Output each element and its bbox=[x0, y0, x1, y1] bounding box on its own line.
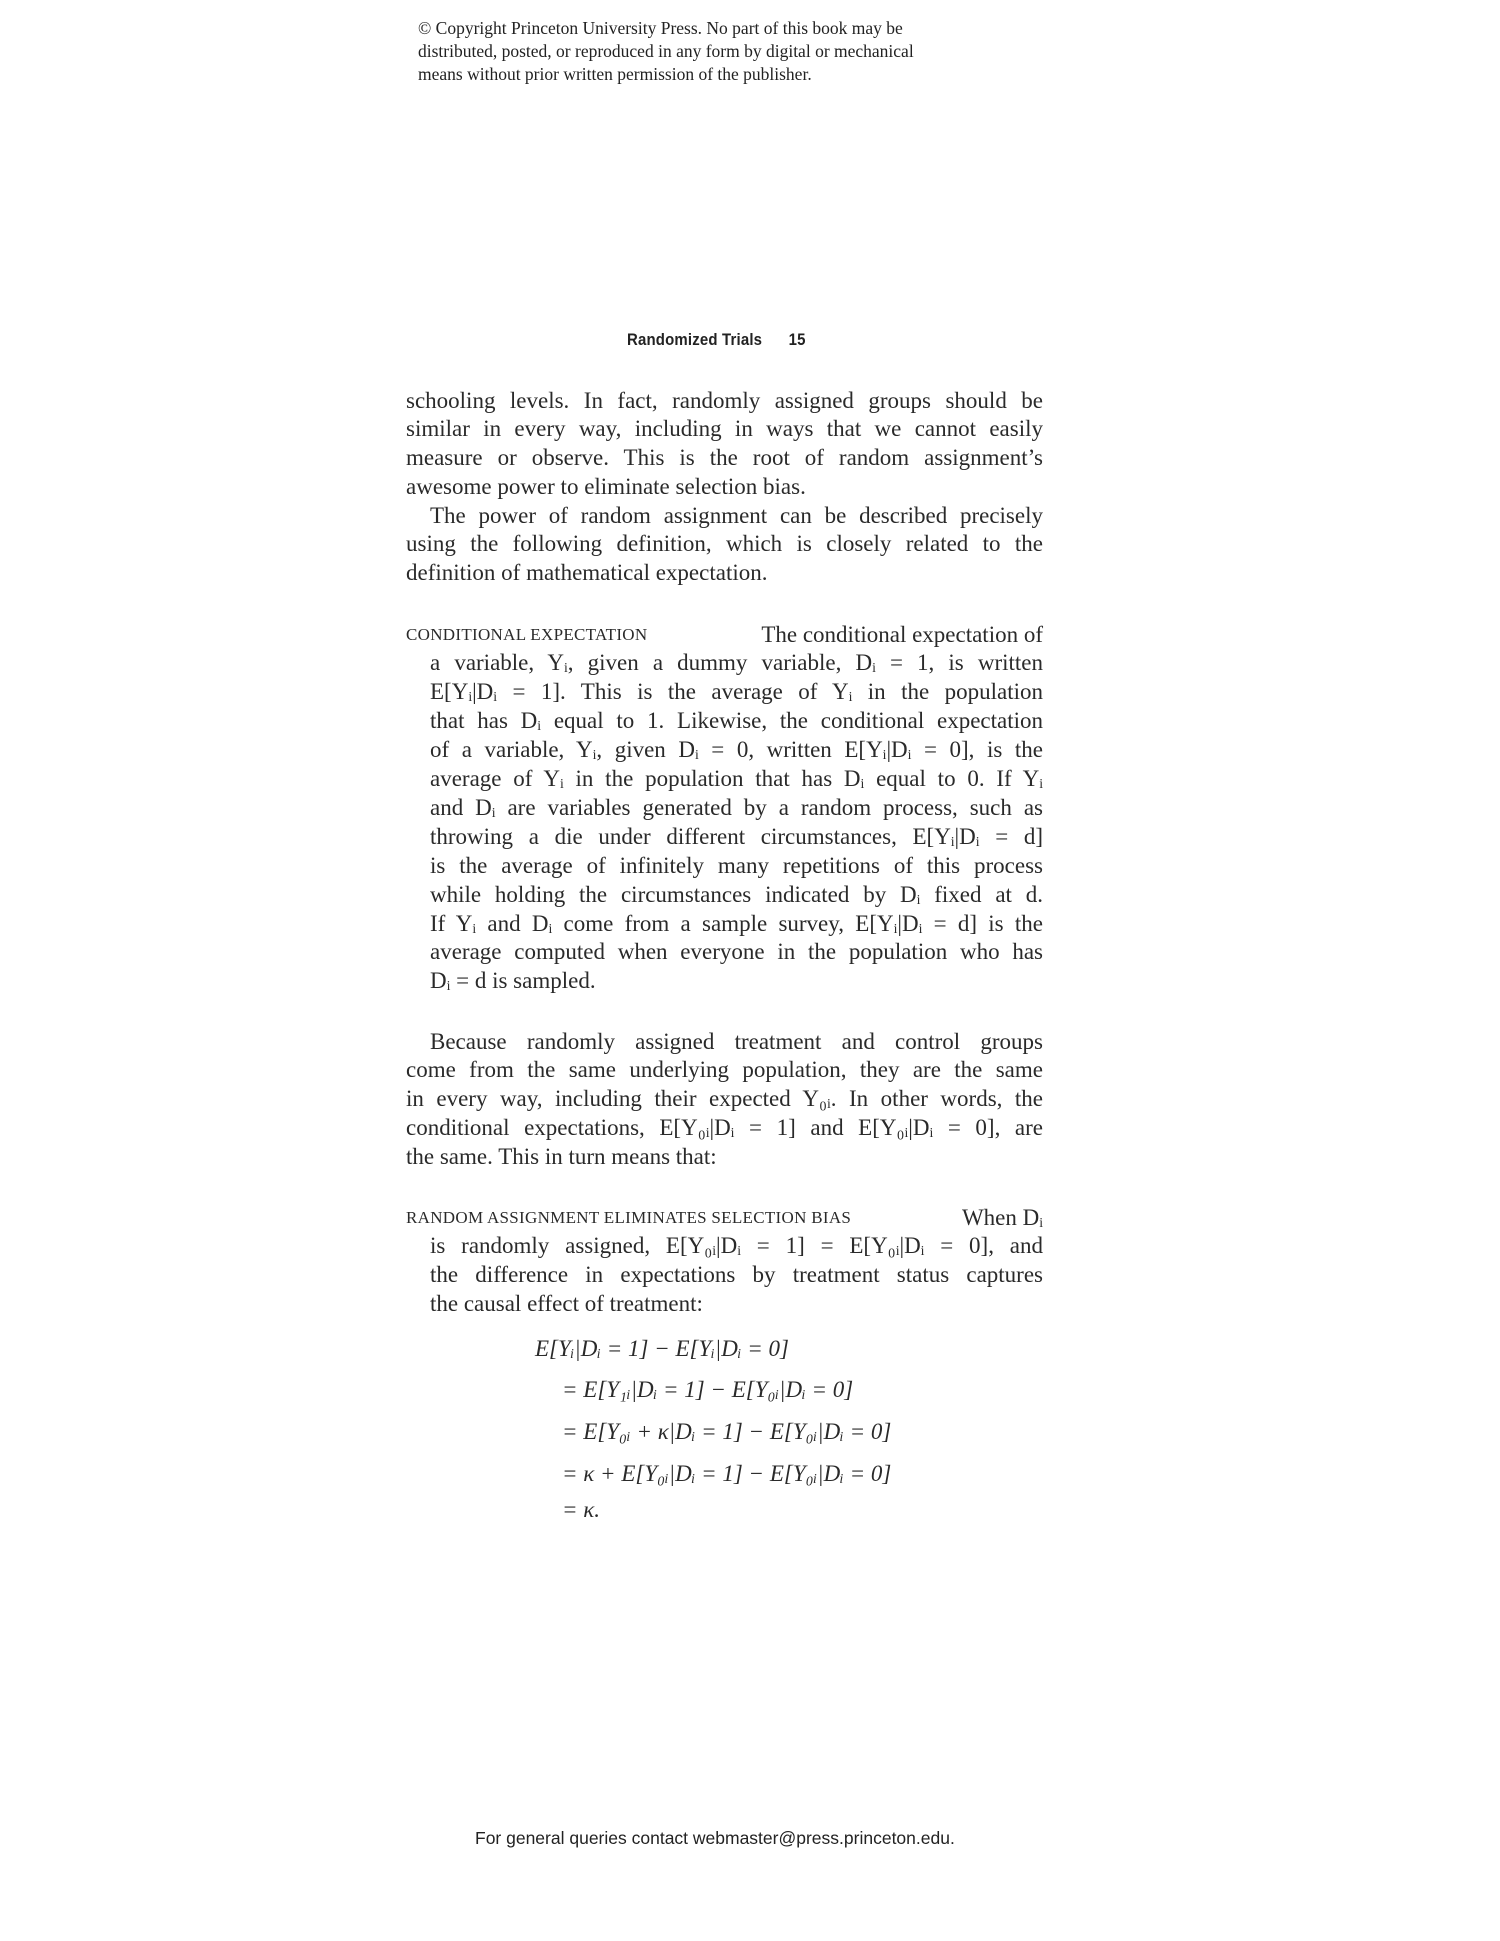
definition-random-assignment-term: RANDOM ASSIGNMENT ELIMINATES SELECTION BIAS bbox=[406, 1207, 852, 1227]
copyright-line: means without prior written permission of the publisher. bbox=[418, 64, 812, 84]
definition-conditional-expectation-line: average computed when everyone in the population who has bbox=[430, 939, 1043, 965]
definition-random-assignment-line: is randomly assigned, E[Y₀ᵢ|Dᵢ = 1] = E[Y₀ᵢ|Dᵢ = 0], and bbox=[430, 1233, 1043, 1259]
paragraph-line: come from the same underlying population, they are the same bbox=[406, 1057, 1043, 1083]
paragraph-line: measure or observe. This is the root of random assignment’s bbox=[406, 445, 1043, 471]
copyright-line: distributed, posted, or reproduced in any form by digital or mechanical bbox=[418, 41, 914, 61]
definition-random-assignment-text: When Dᵢ bbox=[961, 1204, 1043, 1230]
paragraph-line: definition of mathematical expectation. bbox=[406, 560, 768, 586]
definition-conditional-expectation-line: and Dᵢ are variables generated by a random process, such as bbox=[430, 794, 1043, 820]
definition-random-assignment-line: the difference in expectations by treatment status captures bbox=[430, 1262, 1043, 1288]
definition-random-assignment-line bbox=[406, 1203, 1043, 1232]
paragraph-line: Because randomly assigned treatment and control groups bbox=[430, 1028, 1043, 1054]
definition-random-assignment-line: the causal effect of treatment: bbox=[430, 1291, 703, 1317]
definition-conditional-expectation-line: of a variable, Yᵢ, given Dᵢ = 0, written E[Yᵢ|Dᵢ = 0], is the bbox=[430, 737, 1043, 763]
definition-conditional-expectation-term: CONDITIONAL EXPECTATION bbox=[406, 624, 648, 644]
equation-line: E[Yᵢ|Dᵢ = 1] − E[Yᵢ|Dᵢ = 0] bbox=[535, 1335, 789, 1361]
paragraph-line: conditional expectations, E[Y₀ᵢ|Dᵢ = 1] and E[Y₀ᵢ|Dᵢ = 0], are bbox=[406, 1115, 1043, 1141]
definition-conditional-expectation-line: while holding the circumstances indicated by Dᵢ fixed at d. bbox=[430, 881, 1043, 907]
definition-conditional-expectation-line: If Yᵢ and Dᵢ come from a sample survey, E[Yᵢ|Dᵢ = d] is the bbox=[430, 910, 1043, 936]
paragraph-line: schooling levels. In fact, randomly assigned groups should be bbox=[406, 387, 1043, 413]
paragraph-line: similar in every way, including in ways that we cannot easily bbox=[406, 416, 1043, 442]
running-header-title: Randomized Trials bbox=[627, 330, 763, 349]
definition-conditional-expectation-line: Dᵢ = d is sampled. bbox=[430, 968, 596, 994]
definition-conditional-expectation-line: E[Yᵢ|Dᵢ = 1]. This is the average of Yᵢ in the population bbox=[430, 679, 1043, 705]
equation-line: = κ + E[Y₀ᵢ|Dᵢ = 1] − E[Y₀ᵢ|Dᵢ = 0] bbox=[562, 1460, 892, 1486]
equation-line: = E[Y₁ᵢ|Dᵢ = 1] − E[Y₀ᵢ|Dᵢ = 0] bbox=[562, 1376, 854, 1402]
paragraph-line: in every way, including their expected Y₀ᵢ. In other words, the bbox=[406, 1086, 1043, 1112]
definition-conditional-expectation-line: that has Dᵢ equal to 1. Likewise, the conditional expectation bbox=[430, 708, 1043, 734]
definition-conditional-expectation-text: The conditional expectation of bbox=[761, 621, 1043, 647]
definition-conditional-expectation-line: throwing a die under different circumstances, E[Yᵢ|Dᵢ = d] bbox=[430, 823, 1043, 849]
definition-conditional-expectation-line: is the average of infinitely many repetitions of this process bbox=[430, 852, 1043, 878]
definition-conditional-expectation-line bbox=[406, 620, 1043, 649]
paragraph-line: The power of random assignment can be described precisely bbox=[430, 502, 1043, 528]
paragraph-line: the same. This in turn means that: bbox=[406, 1144, 717, 1170]
page-number: 15 bbox=[788, 330, 806, 349]
paragraph-line: awesome power to eliminate selection bias. bbox=[406, 474, 806, 500]
definition-conditional-expectation-line: a variable, Yᵢ, given a dummy variable, Dᵢ = 1, is written bbox=[430, 650, 1043, 676]
definition-conditional-expectation-line: average of Yᵢ in the population that has Dᵢ equal to 0. If Yᵢ bbox=[430, 766, 1043, 791]
equation-line: = κ. bbox=[562, 1496, 601, 1522]
paragraph-line: using the following definition, which is closely related to the bbox=[406, 531, 1043, 557]
running-header bbox=[627, 330, 806, 350]
footer-contact: For general queries contact webmaster@press.princeton.edu. bbox=[475, 1828, 955, 1848]
equation-line: = E[Y₀ᵢ + κ|Dᵢ = 1] − E[Y₀ᵢ|Dᵢ = 0] bbox=[562, 1418, 892, 1444]
copyright-line: © Copyright Princeton University Press. No part of this book may be bbox=[418, 18, 903, 38]
